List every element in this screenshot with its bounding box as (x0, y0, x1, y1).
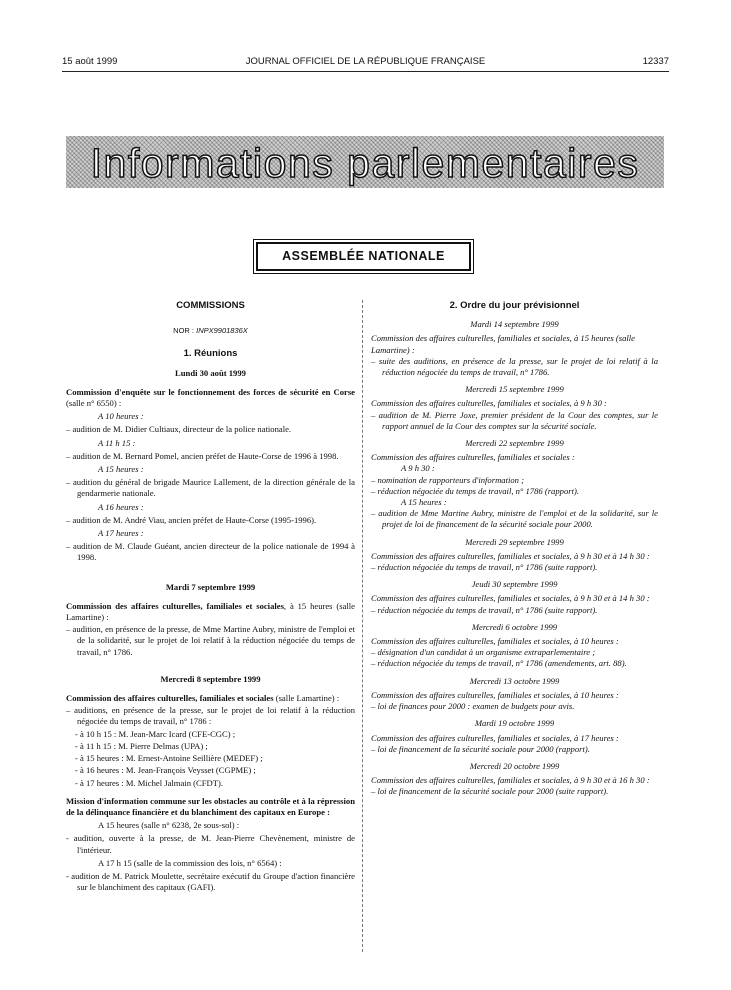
schedule-entry: - à 16 heures : M. Jean-François Veysset (CGPME) ; (75, 765, 256, 776)
agenda-date: Mercredi 15 septembre 1999 (465, 384, 564, 395)
commission-heading: Commission des affaires culturelles, familiales et sociales, à 15 heures (salle Lamartine) : (66, 600, 355, 623)
meeting-date: Mardi 7 septembre 1999 (165, 581, 256, 592)
agenda-item: – loi de financement de la sécurité sociale pour 2000 (suite rapport). (371, 786, 609, 797)
agenda-date: Mercredi 13 octobre 1999 (469, 675, 560, 686)
agenda-item: – audition de M. Claude Guéant, ancien directeur de la police nationale de 1994 à 1998. (66, 541, 355, 563)
journal-title: JOURNAL OFFICIEL DE LA RÉPUBLIQUE FRANÇAISE (245, 56, 486, 67)
nor-code: INPX9901836X (196, 326, 248, 336)
agenda-item: – audition du général de brigade Maurice Lallement, de la direction générale de la gendarmerie nationale. (66, 477, 355, 499)
section-banner (66, 136, 664, 188)
agenda-item: – audition de Mme Martine Aubry, ministre de l'emploi et de la solidarité, sur le projet de loi de financement de la sécurité sociale pour 2000. (371, 508, 658, 530)
time-slot: A 17 h 15 (salle de la commission des lois, n° 6564) : (98, 857, 282, 868)
commission-heading: Commission des affaires culturelles, familiales et sociales, à 9 h 30 et à 14 h 30 : (371, 593, 650, 604)
agenda-item: – loi de financement de la sécurité sociale pour 2000 (rapport). (371, 743, 590, 754)
commission-heading: Commission des affaires culturelles, familiales et sociales, à 15 heures (salle Lamartine) : (371, 333, 635, 355)
time-slot: A 15 heures : (401, 497, 447, 508)
agenda-item: – réduction négociée du temps de travail, n° 1786 (rapport). (371, 485, 579, 496)
agenda-item: – nomination de rapporteurs d'information ; (371, 474, 524, 485)
page-number: 12337 (642, 56, 669, 67)
agenda-item: – suite des auditions, en présence de la presse, sur le projet de loi relatif à la réduction négociée du temps de travail, n° 1786. (371, 355, 658, 378)
agenda-item: – réduction négociée du temps de travail, n° 1786 (suite rapport). (371, 562, 598, 573)
agenda-item: – audition de M. Didier Cultiaux, directeur de la police nationale. (66, 424, 292, 435)
commission-heading: Commission des affaires culturelles, familiales et sociales, à 9 h 30 : (371, 398, 607, 409)
agenda-item: - audition, ouverte à la presse, de M. Jean-Pierre Chevènement, ministre de l'intérieur. (66, 833, 355, 855)
commission-heading: Commission d'enquête sur le fonctionnement des forces de sécurité en Corse (salle n° 6550) : (66, 386, 355, 409)
agenda-date: Mercredi 29 septembre 1999 (465, 536, 564, 547)
time-slot: A 9 h 30 : (401, 463, 435, 474)
issue-date: 15 août 1999 (62, 56, 118, 67)
time-slot: A 17 heures : (98, 528, 144, 539)
time-slot: A 11 h 15 : (98, 437, 136, 448)
schedule-entry: - à 11 h 15 : M. Pierre Delmas (UPA) ; (75, 740, 208, 751)
header-rule (62, 71, 669, 72)
agenda-item: - audition de M. Patrick Moulette, secrétaire exécutif du Groupe d'action financière sur le blanchiment des capitaux (GAFI). (66, 870, 355, 893)
schedule-entry: - à 15 heures : M. Ernest-Antoine Seillière (MEDEF) ; (75, 753, 263, 764)
agenda-date: Mardi 19 octobre 1999 (474, 718, 555, 729)
commission-heading: Commission des affaires culturelles, familiales et sociales, à 9 h 30 et à 16 h 30 : (371, 775, 650, 786)
commission-heading: Commission des affaires culturelles, familiales et sociales : (371, 452, 575, 463)
commission-heading: Commission des affaires culturelles, familiales et sociales, à 10 heures : (371, 636, 619, 647)
chamber-box: ASSEMBLÉE NATIONALE (256, 242, 471, 271)
right-column (371, 300, 658, 798)
schedule-entry: - à 10 h 15 : M. Jean-Marc Icard (CFE-CGC) ; (75, 728, 236, 739)
time-slot: A 15 heures (salle n° 6238, 2e sous-sol) : (98, 820, 240, 831)
column-divider (362, 300, 363, 952)
agenda-item: – audition de M. Pierre Joxe, premier président de la Cour des comptes, sur le rapport annuel de la Cour des comptes sur la sécurité sociale. (371, 409, 658, 431)
agenda-date: Mercredi 20 octobre 1999 (469, 760, 560, 771)
agenda-date: Mardi 14 septembre 1999 (470, 319, 559, 330)
meeting-date: Lundi 30 août 1999 (175, 367, 246, 378)
commission-heading: Commission des affaires culturelles, familiales et sociales, à 9 h 30 et à 14 h 30 : (371, 550, 650, 561)
left-column (66, 300, 355, 894)
time-slot: A 15 heures : (98, 464, 144, 475)
agenda-item: – réduction négociée du temps de travail, n° 1786 (suite rapport). (371, 604, 598, 615)
section-title: COMMISSIONS (176, 300, 245, 311)
agenda-item: – audition de M. André Viau, ancien préfet de Haute-Corse (1995-1996). (66, 514, 317, 525)
commission-heading: Commission des affaires culturelles, familiales et sociales, à 10 heures : (371, 689, 619, 700)
agenda-item: – audition, en présence de la presse, de Mme Martine Aubry, ministre de l'emploi et de la solidarité, sur le projet de loi relatif à la réduction négociée du temps de travail, n° 1786. (66, 624, 355, 657)
schedule-entry: - à 17 heures : M. Michel Jalmain (CFDT). (75, 777, 223, 788)
agenda-date: Mercredi 6 octobre 1999 (471, 621, 558, 632)
page-header (62, 56, 669, 70)
time-slot: A 16 heures : (98, 501, 144, 512)
agenda-date: Mercredi 22 septembre 1999 (465, 438, 564, 449)
subsection-title: 2. Ordre du jour prévisionnel (449, 300, 580, 311)
agenda-date: Jeudi 30 septembre 1999 (471, 579, 558, 590)
agenda-item: – réduction négociée du temps de travail, n° 1786 (amendements, art. 88). (371, 658, 627, 669)
mission-heading: Mission d'information commune sur les obstacles au contrôle et à la répression de la délinquance financière et du blanchiment des capitaux en Europe : (66, 795, 355, 817)
agenda-item: – loi de finances pour 2000 : examen de budgets pour avis. (371, 701, 575, 712)
agenda-item: – audition de M. Bernard Pomel, ancien préfet de Haute-Corse de 1996 à 1998. (66, 450, 339, 461)
commission-heading: Commission des affaires culturelles, familiales et sociales, à 17 heures : (371, 732, 619, 743)
agenda-item: – auditions, en présence de la presse, sur le projet de loi relatif à la réduction négociée du temps de travail, n° 1786 : (66, 705, 355, 727)
agenda-item: – désignation d'un candidat à un organisme extraparlementaire ; (371, 647, 596, 658)
meeting-date: Mercredi 8 septembre 1999 (160, 673, 261, 684)
nor-reference (66, 325, 355, 336)
nor-label: NOR : (173, 326, 195, 336)
banner-title: Informations parlementaires (90, 140, 640, 186)
time-slot: A 10 heures : (98, 411, 144, 422)
subsection-title: 1. Réunions (183, 348, 238, 360)
commission-heading: Commission des affaires culturelles, familiales et sociales (salle Lamartine) : (66, 693, 340, 704)
